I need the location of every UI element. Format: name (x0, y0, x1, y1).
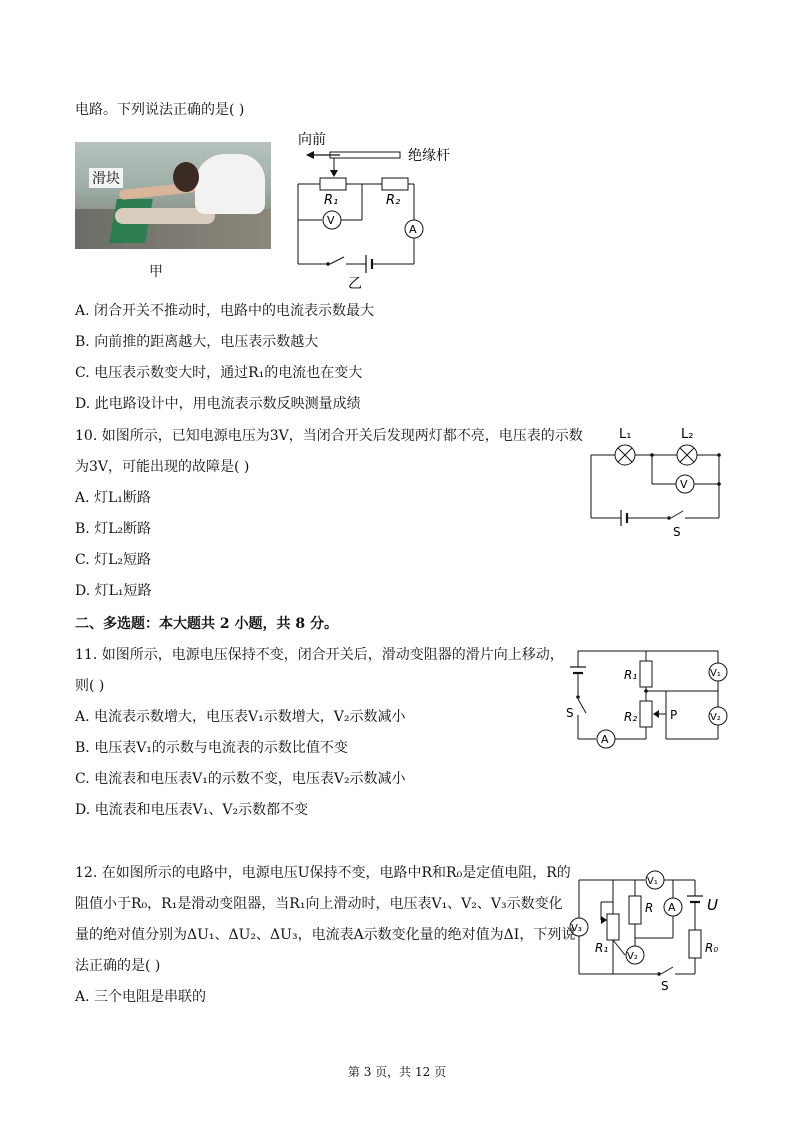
q9-option-a: A. 闭合开关不推动时，电路中的电流表示数最大 (75, 303, 375, 319)
fig-label-a: A (668, 901, 676, 914)
fig-label-r0: R₀ (705, 941, 719, 955)
fig-label-r: R (645, 901, 654, 915)
fig-label-v1: V₁ (710, 668, 721, 679)
fig-label-v1: V₁ (647, 876, 658, 887)
q9-option-d: D. 此电路设计中，用电流表示数反映测量成绩 (75, 396, 361, 412)
fig-label-l2: L₂ (681, 427, 694, 442)
q12-circuit (565, 862, 735, 994)
fig-label-r2: R₂ (624, 710, 638, 724)
q9-photo-jia (75, 142, 271, 249)
q11-option-b: B. 电压表V₁的示数与电流表的示数比值不变 (75, 740, 348, 756)
fig-label-v2: V₂ (627, 951, 638, 962)
fig-label-r1: R₁ (624, 668, 638, 682)
fig-label-p: P (670, 708, 678, 722)
fig-label-rod: 绝缘杆 (408, 148, 450, 164)
fig-label-v3: V₃ (571, 923, 582, 934)
q9-stem: 电路。下列说法正确的是( ) (75, 102, 245, 118)
fig-label-s: S (566, 706, 574, 720)
fig-label-v: V (327, 214, 335, 227)
photo-label-slider: 滑块 (89, 168, 123, 188)
q12-stem-line3: 量的绝对值分别为ΔU₁、ΔU₂、ΔU₃，电流表A示数变化量的绝对值为ΔI，下列说 (75, 927, 576, 943)
q11-circuit (562, 643, 732, 755)
fig-label-a: A (601, 733, 609, 746)
q10-option-b: B. 灯L₂断路 (75, 521, 152, 537)
fig-label-s: S (673, 525, 681, 539)
fig-caption-yi: 乙 (348, 276, 362, 292)
q9-option-c: C. 电压表示数变大时，通过R₁的电流也在变大 (75, 365, 363, 381)
fig-label-r1: R₁ (595, 941, 609, 955)
fig-label-v2: V₂ (710, 712, 721, 723)
q11-stem-line1: 11. 如图所示，电源电压保持不变，闭合开关后，滑动变阻器的滑片向上移动， (75, 647, 564, 663)
fig-label-r2: R₂ (386, 193, 401, 208)
q11-option-a: A. 电流表示数增大，电压表V₁示数增大，V₂示数减小 (75, 709, 406, 725)
q10-circuit (585, 422, 730, 542)
fig-label-r1: R₁ (324, 193, 339, 208)
q12-stem-line1: 12. 在如图所示的电路中，电源电压U保持不变，电路中R和R₀是定值电阻，R的 (75, 865, 571, 881)
section-heading-multi: 二、多选题：本大题共 2 小题，共 8 分。 (75, 616, 338, 632)
fig-label-l1: L₁ (619, 427, 632, 442)
q11-option-d: D. 电流表和电压表V₁、V₂示数都不变 (75, 802, 309, 818)
q10-option-d: D. 灯L₁短路 (75, 583, 152, 599)
q12-option-a: A. 三个电阻是串联的 (75, 989, 207, 1005)
page-footer: 第 3 页，共 12 页 (347, 1065, 447, 1079)
q10-option-c: C. 灯L₂短路 (75, 552, 152, 568)
fig-label-s: S (661, 979, 669, 993)
q12-stem-line2: 阻值小于R₀，R₁是滑动变阻器，当R₁向上滑动时，电压表V₁、V₂、V₃示数变化 (75, 896, 563, 912)
q10-option-a: A. 灯L₁断路 (75, 490, 151, 506)
q11-stem-line2: 则( ) (75, 678, 105, 694)
q11-option-c: C. 电流表和电压表V₁的示数不变，电压表V₂示数减小 (75, 771, 406, 787)
q9-photo-caption: 甲 (149, 264, 163, 280)
q10-stem-line2: 为3V，可能出现的故障是( ) (75, 459, 250, 475)
fig-label-forward: 向前 (298, 132, 326, 148)
fig-label-u: U (707, 896, 718, 914)
q10-stem-line1: 10. 如图所示，已知电源电压为3V，当闭合开关后发现两灯都不亮，电压表的示数 (75, 428, 583, 444)
q9-option-b: B. 向前推的距离越大，电压表示数越大 (75, 334, 319, 350)
q12-stem-line4: 法正确的是( ) (75, 958, 161, 974)
q9-circuit-yi (290, 124, 475, 294)
fig-label-a: A (409, 223, 417, 236)
fig-label-v: V (680, 478, 688, 491)
